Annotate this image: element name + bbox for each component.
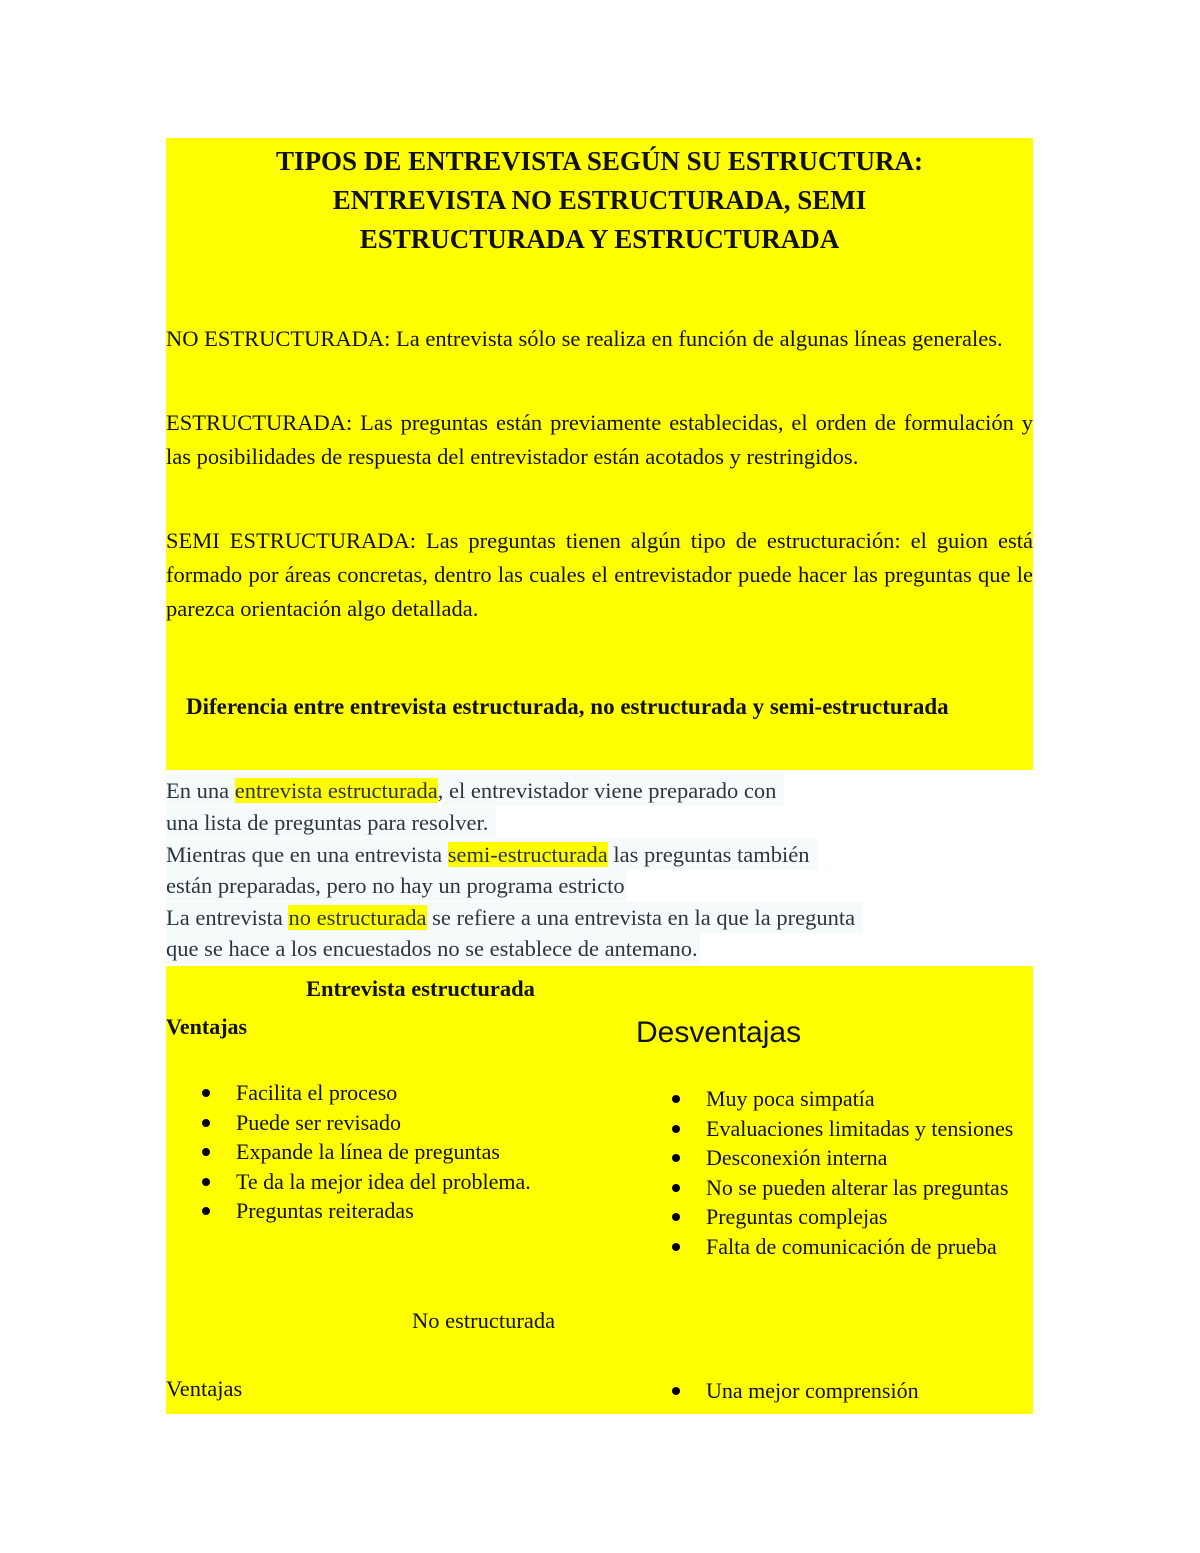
explanation-line: [166, 933, 700, 964]
title-line: TIPOS DE ENTREVISTA SEGÚN SU ESTRUCTURA:: [276, 146, 923, 176]
highlight-no-estructurada: no estructurada: [288, 905, 427, 930]
text-span: las preguntas también: [607, 842, 810, 867]
text-span: que se hace a los encuestados no se establece de antemano.: [166, 933, 700, 964]
ventajas-list: [166, 1078, 564, 1226]
list-item: Evaluaciones limitadas y tensiones: [636, 1114, 1033, 1144]
highlight-semi-estructurada: semi-estructurada: [447, 842, 608, 867]
explanation-line: [166, 839, 818, 870]
definition-semi-estructurada: SEMI ESTRUCTURADA: Las preguntas tienen algún tipo de estructuración: el guion está formado por áreas concretas, dentro las cuales el entrevistador puede hacer las preguntas que le parezca orientación algo detallada.: [166, 528, 1033, 621]
section-title: Entrevista estructurada: [306, 976, 535, 1001]
desventajas-list: [636, 1084, 1033, 1261]
title-block: [166, 138, 1033, 316]
list-item: Falta de comunicación de prueba: [636, 1232, 1033, 1262]
list-item: Preguntas complejas: [636, 1202, 1033, 1232]
explanation-line: [166, 870, 627, 901]
highlight-estructurada: entrevista estructurada: [234, 778, 438, 803]
no-estructurada-subtitle: No estructurada: [412, 1308, 556, 1333]
ventajas-heading-2: Ventajas: [166, 1376, 243, 1401]
list-item: Expande la línea de preguntas: [166, 1137, 564, 1167]
definitions-block: [166, 316, 1033, 680]
title-line: ENTREVISTA NO ESTRUCTURADA, SEMI: [332, 185, 867, 215]
explanation-line: [166, 807, 496, 838]
list-item: No se pueden alterar las preguntas: [636, 1173, 1033, 1203]
text-span: están preparadas, pero no hay un programa estricto: [166, 870, 627, 901]
definition-estructurada: ESTRUCTURADA: Las preguntas están previamente establecidas, el orden de formulación y las posibilidades de respuesta del entrevistador están acotados y restringidos.: [166, 410, 1033, 469]
list-item: Facilita el proceso: [166, 1078, 564, 1108]
explanation-line: [166, 775, 784, 806]
document-title: [166, 142, 1033, 259]
definition-no-estructurada: NO ESTRUCTURADA: La entrevista sólo se realiza en función de algunas líneas generales.: [166, 326, 1003, 351]
list-item: Una mejor comprensión: [636, 1376, 1033, 1406]
title-line: ESTRUCTURADA Y ESTRUCTURADA: [359, 224, 840, 254]
list-item: Puede ser revisado: [166, 1108, 564, 1138]
difference-block: [166, 680, 1033, 770]
text-span: La entrevista: [166, 905, 289, 930]
ventajas-heading: Ventajas: [166, 1014, 248, 1039]
text-span: se refiere a una entrevista en la que la pregunta: [426, 905, 856, 930]
explanation-line: [166, 902, 863, 933]
comparison-block: [166, 966, 1033, 1414]
list-item: Muy poca simpatía: [636, 1084, 1033, 1114]
text-span: , el entrevistador viene preparado con: [437, 778, 777, 803]
text-span: Mientras que en una entrevista: [166, 842, 448, 867]
list-item: Te da la mejor idea del problema.: [166, 1167, 564, 1197]
text-span: En una: [166, 778, 235, 803]
ventajas-list-2: [636, 1376, 1033, 1406]
text-span: una lista de preguntas para resolver.: [166, 807, 496, 838]
desventajas-heading: Desventajas: [636, 1016, 802, 1049]
difference-heading: Diferencia entre entrevista estructurada, no estructurada y semi-estructurada: [186, 694, 949, 719]
list-item: Preguntas reiteradas: [166, 1196, 564, 1226]
list-item: Desconexión interna: [636, 1143, 1033, 1173]
